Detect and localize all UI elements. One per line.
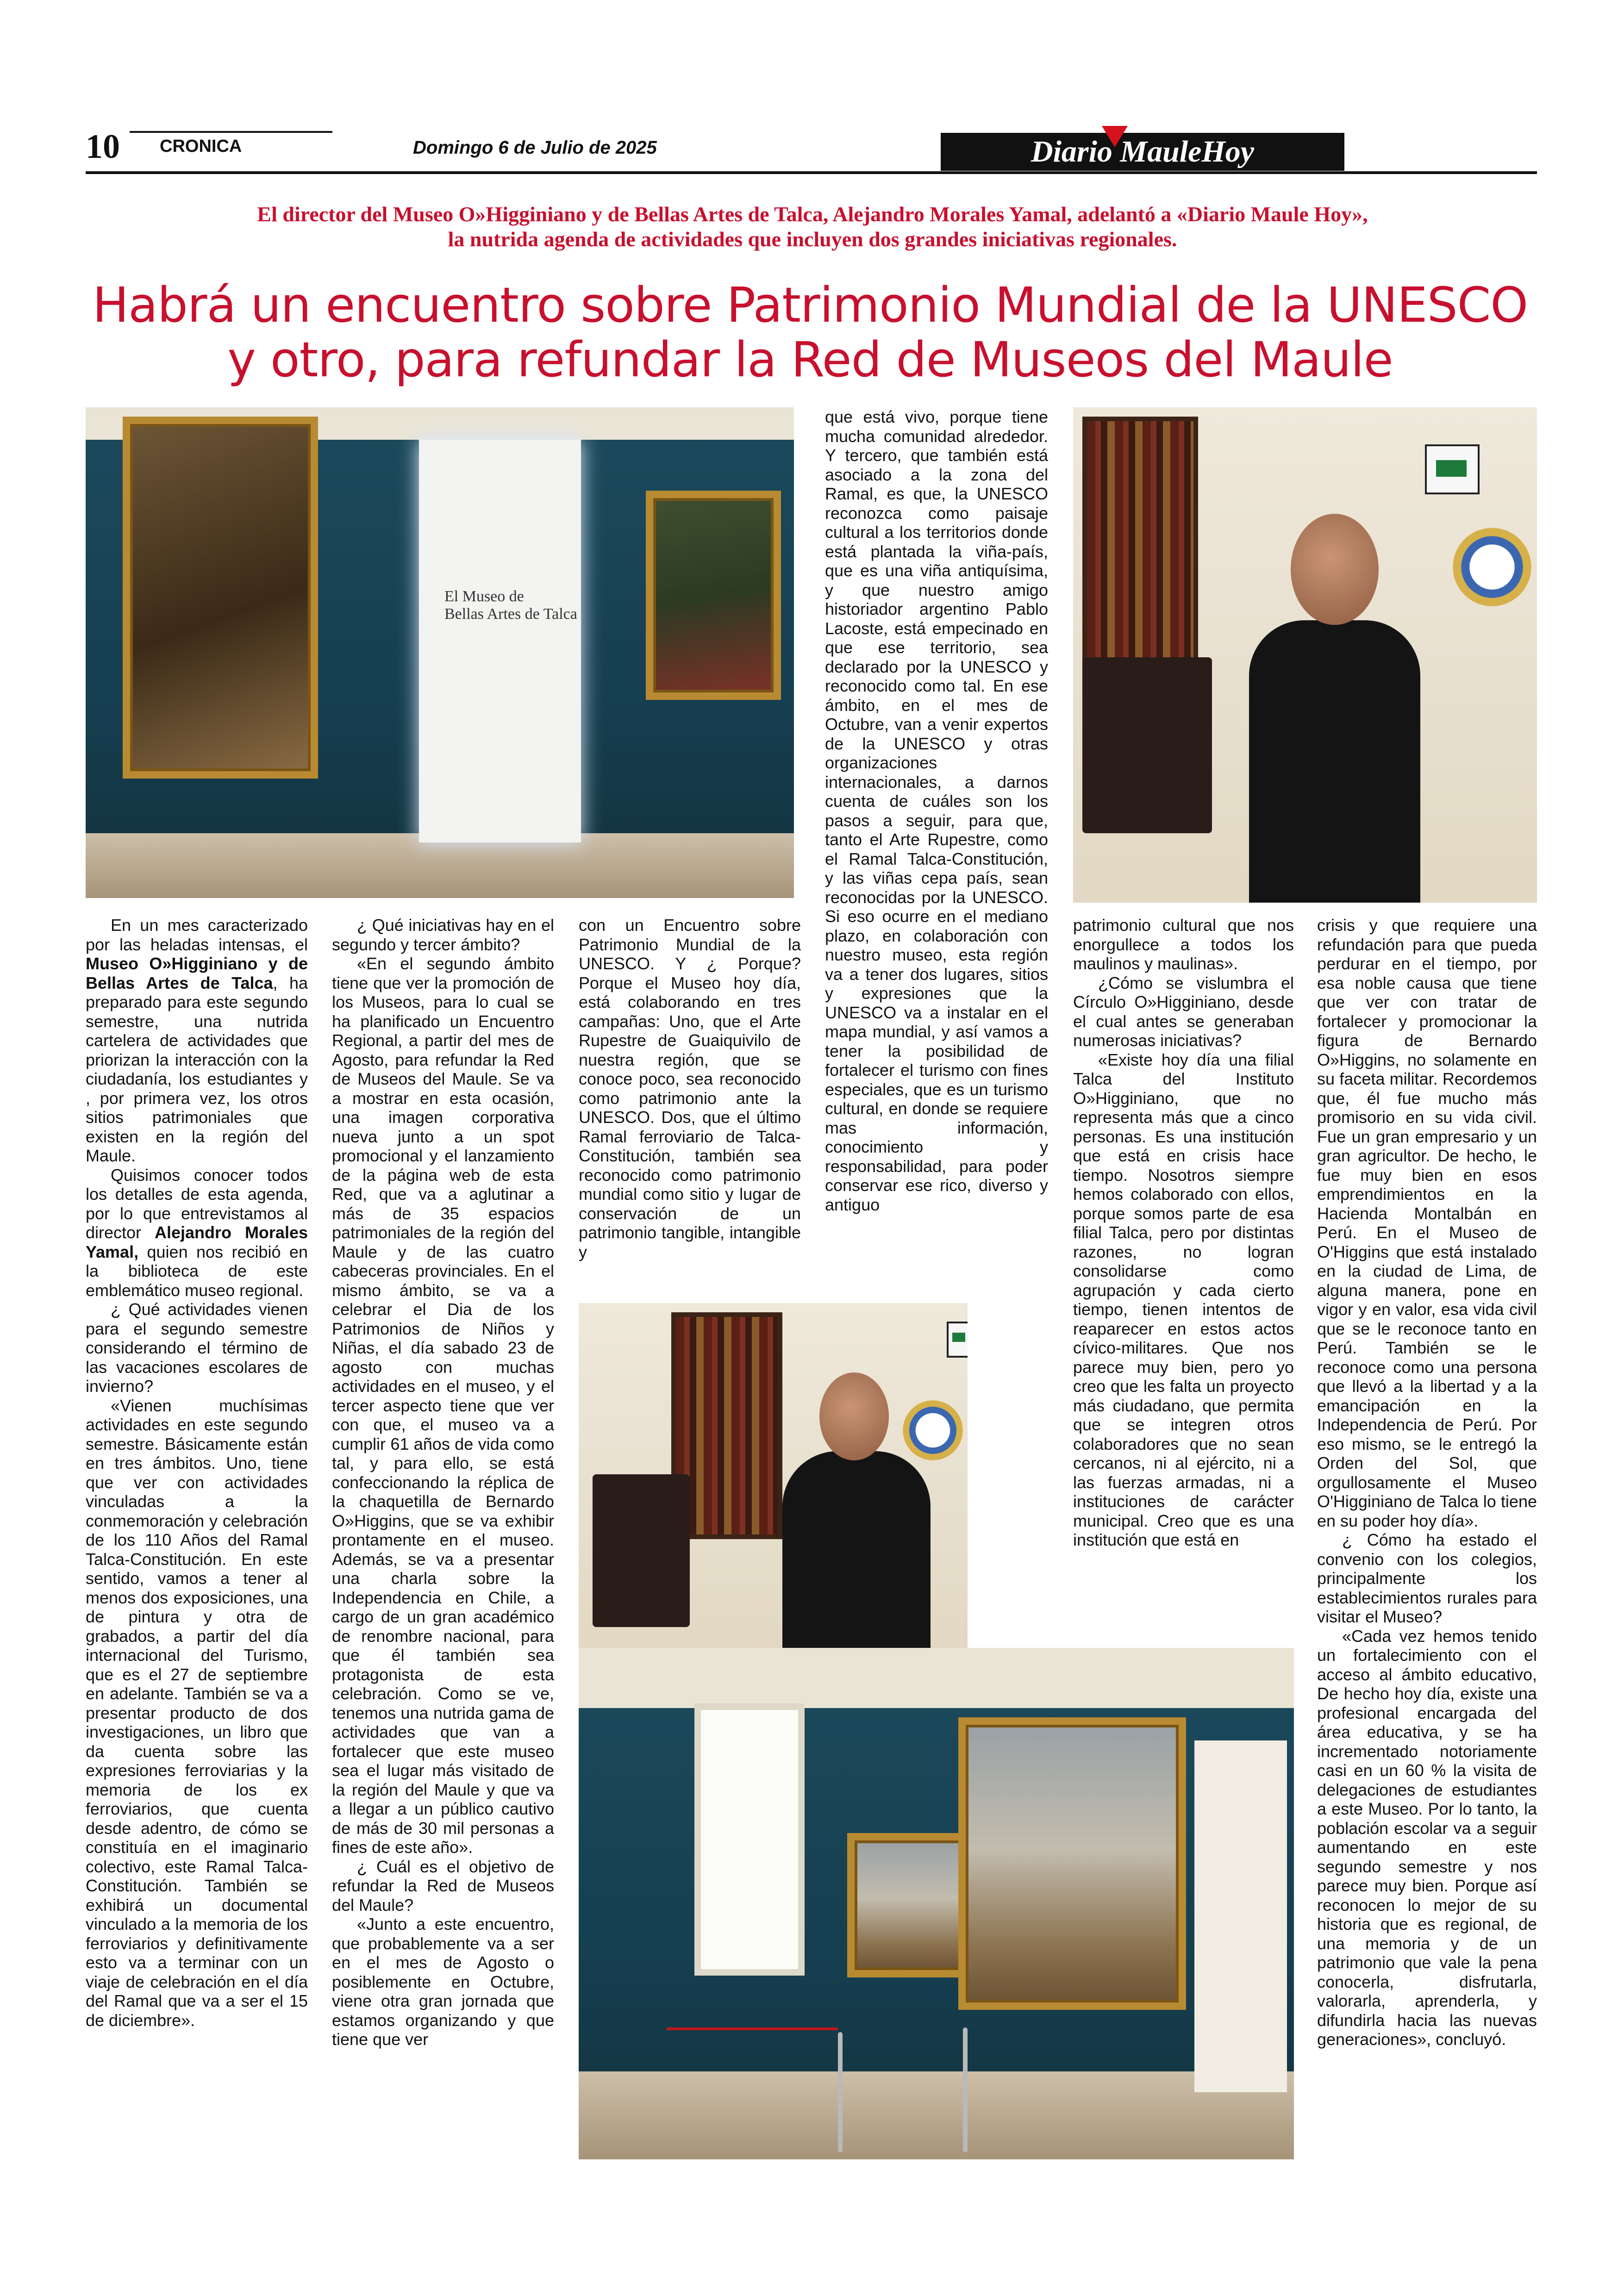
photo-ceiling [579, 1648, 1294, 1708]
photo-gallery-room [579, 1648, 1294, 2159]
paragraph: patrimonio cultural que nos enorgullece a todos los maulinos y maulinas». [1073, 916, 1294, 973]
decorative-plate [1453, 528, 1531, 606]
logo-accent-mark [1102, 126, 1128, 147]
article-headline [69, 278, 1551, 387]
director-name: Alejandro Morales Yamal, [86, 1223, 308, 1261]
question: ¿Cómo se vislumbra el Círculo O»Higginiano, desde el cual antes se generaban numerosas iniciativas? [1073, 973, 1294, 1050]
masthead-top-rule [130, 131, 332, 133]
stanchion [838, 2032, 843, 2152]
section-label: CRONICA [160, 137, 242, 156]
chair [593, 1474, 690, 1627]
paragraph [86, 1166, 308, 1300]
answer: «Cada vez hemos tenido un fortalecimiento con el acceso al ámbito educativo, De hecho hoy día, existe una profesional encargada del área educativa, y se ha incrementado notoriamente casi en un 60 % la visita de delegaciones de estudiantes a este Museo. Por lo tanto, la población escolar va a seguir aumentando en este segundo semestre y nos parece muy bien. Porque así reconocen lo mejor de su historia que es regional, de una memoria y de un patrimonio que vale la pena conocerla, disfrutarla, valorarla, aprenderla, y difundirla hacia las nuevas generaciones», concluyó. [1317, 1626, 1537, 2049]
painting-large [958, 1717, 1186, 2010]
masthead-rule [86, 171, 1537, 174]
barrier-rope [667, 2027, 838, 2030]
painting-small [847, 1833, 973, 1977]
decorative-plate [903, 1400, 963, 1460]
question: ¿ Qué actividades vienen para el segundo semestre considerando el término de las vacaciones escolares de invierno? [86, 1300, 308, 1396]
stanchion [963, 2027, 968, 2152]
article-column-4 [1073, 916, 1294, 1550]
question: ¿ Cómo ha estado el convenio con los colegios, principalmente los establecimientos rurales para visitar el Museo? [1317, 1530, 1537, 1626]
director-face [819, 1372, 889, 1460]
photo-director-library [1073, 407, 1537, 903]
deck-line-1: El director del Museo O»Higginiano y de Bellas Artes de Talca, Alejandro Morales Yamal, adelantó a «Diario Maule Hoy», [257, 202, 1368, 226]
article-column-3-upper [825, 407, 1048, 1214]
exit-arrow [1436, 460, 1467, 477]
headline-line-2: y otro, para refundar la Red de Museos del Maule [227, 331, 1393, 388]
article-column-5 [1317, 916, 1537, 2049]
photo-gallery-paintings [86, 407, 794, 898]
answer: «Vienen muchísimas actividades en este segundo semestre. Básicamente están en tres ámbitos. Uno, tiene que ver con actividades vinculadas a la conmemoración y celebración de los 110 Años del Ramal Talca-Constitución. En este sentido, vamos a tener al menos dos exposiciones, una de pintura y otra de grabados, a partir del día internacional del Turismo, que es el 27 de septiembre en adelante. También se va a presentar producto de dos investigaciones, un libro que da cuenta sobre las expresiones ferroviarias y la memoria de los ex ferroviarios, que cuenta desde adentro, de cómo se constituía en el imaginario colectivo, este Ramal Talca- Constitución. También se exhibirá un documental vinculado a la memoria de los ferroviarios y definitivamente esto va a terminar con un viaje de celebración en el día del Ramal que va a ser el 15 de diciembre». [86, 1396, 308, 2030]
panel-title-line-2: Bellas Artes de Talca [444, 605, 577, 623]
bookshelf [1082, 417, 1198, 685]
window [694, 1703, 805, 1976]
paragraph: con un Encuentro sobre Patrimonio Mundial de la UNESCO. Y ¿ Porque? Porque el Museo hoy día, está colaborando en tres campañas: Uno, que el Arte Rupestre de Guaiquivilo de nuestra región, que se conoce poco, sea reconocido como patrimonio ante la UNESCO. Dos, que el último Ramal ferroviario de Talca-Constitución, también sea reconocido como patrimonio mundial como sitio y lugar de conservación de un patrimonio tangible, intangible y [579, 916, 801, 1261]
panel-title-line-1: El Museo de [444, 588, 524, 605]
painting-right [646, 491, 781, 700]
page-number: 10 [86, 128, 120, 166]
question: ¿ Qué iniciativas hay en el segundo y tercer ámbito? [332, 916, 554, 954]
paragraph [86, 916, 308, 1166]
answer: «En el segundo ámbito tiene que ver la promoción de los Museos, para lo cual se ha planificado un Encuentro Regional, a partir del mes de Agosto, para refundar la Red de Museos del Maule. Se va a mostrar en esta ocasión, una imagen corporativa nueva junto a un spot promocional y el lanzamiento de la página web de esta Red, que va a aglutinar a más de 35 espacios patrimoniales de la región del Maule y de las cuatro cabeceras provinciales. En el mismo ámbito, se va a celebrar el Dia de los Patrimonios de Niños y Niñas, el día sabado 23 de agosto con muchas actividades en el museo, y el tercer aspecto tiene que ver con que, el museo va a cumplir 61 años de vida como tal, y para ello, se está confeccionando la réplica de la chaquetilla de Bernardo O»Higgins, que se va exhibir prontamente en el museo. Además, se va a presentar una charla sobre la Independencia en Chile, a cargo de un gran académico de renombre nacional, para que él también sea protagonista de esta celebración. Como se ve, tenemos una nutrida gama de actividades que van a fortalecer que este museo sea el lugar más visitado de la región del Maule y que va a llegar a un público cautivo de más de 30 mil personas a fines de este año». [332, 954, 554, 1857]
paragraph: crisis y que requiere una refundación para que pueda perdurar en el tiempo, por esa noble causa que tiene que ver con tratar de fortalecer y promocionar la figura de Bernardo O»Higgins, no solamente en su faceta militar. Recordemos que, él fue mucho más promisorio en su vida civil. Fue un gran empresario y un gran agricultor. De hecho, le fue muy bien en esos emprendimientos en la Hacienda Montalbán en Perú. En el Museo de O'Higgins que está instalado en la ciudad de Lima, de alguna manera, pone en vigor y en valor, esa vida civil que se le reconoce tanto en Perú. También se le reconoce como una persona que llevó a la libertad y a la emancipación en la Independencia de Perú. Por eso mismo, se le entregó la Orden del Sol, que orgullosamente el Museo O'Higginiano de Talca lo tiene en su poder hoy día». [1317, 916, 1537, 1530]
article-column-3-lower [579, 916, 801, 1261]
exhibit-text-panel [419, 440, 581, 842]
text-run: , ha preparado para este segundo semestre, una nutrida cartelera de actividades que priorizan la interacción con la ciudadanía, los estudiantes y , por primera vez, los otros sitios patrimoniales que existen en la región del Maule. [86, 973, 308, 1165]
exit-arrow [952, 1333, 965, 1342]
director-figure [1249, 620, 1420, 903]
answer: «Junto a este encuentro, que probablemente va a ser en el mes de Agosto o posiblemente en Octubre, viene otra gran jornada que estamos organizando y que tiene que ver [332, 1915, 554, 2049]
question: ¿ Cuál es el objetivo de refundar la Red de Museos del Maule? [332, 1857, 554, 1915]
photo-floor [579, 2071, 1294, 2159]
doorway [1194, 1740, 1287, 2092]
article-column-2 [332, 916, 554, 2049]
photo-floor [86, 833, 794, 898]
deck-line-2: la nutrida agenda de actividades que incluyen dos grandes iniciativas regionales. [448, 227, 1177, 251]
director-face [1291, 514, 1379, 625]
article-deck [106, 202, 1518, 252]
headline-line-1: Habrá un encuentro sobre Patrimonio Mundial de la UNESCO [92, 277, 1528, 333]
issue-date: Domingo 6 de Julio de 2025 [413, 137, 657, 158]
text-run: quien nos recibió en la biblioteca de este emblemático museo regional. [86, 1242, 308, 1300]
exit-sign [947, 1322, 968, 1358]
photo-director-library-2 [579, 1303, 968, 1648]
paragraph: que está vivo, porque tiene mucha comunidad alrededor. Y tercero, que también está asociado a la zona del Ramal, es que, la UNESCO reconozca como paisaje cultural a los territorios donde está plantada la viña-país, que es una viña antiquísima, y que nuestro amigo historiador argentino Pablo Lacoste, está empecinado en que ese territorio, sea declarado por la UNESCO y reconocido como tal. En ese ámbito, en el mes de Octubre, van a venir expertos de la UNESCO y otras organizaciones internacionales, a darnos cuenta de cuáles son los pasos a seguir, para que, tanto el Arte Rupestre, como el Ramal Talca-Constitución, y las viñas cepa país, sean reconocidas por la UNESCO. Si eso ocurre en el mediano plazo, en colaboración con nuestro museo, esta región va a tener dos lugares, sitios y expresiones que la UNESCO va a instalar en el mapa mundial, y así vamos a tener la posibilidad de fortalecer el turismo con fines especiales, que es un turismo cultural, en donde se requiere mas información, conocimiento y responsabilidad, para poder conservar ese rico, diverso y antiguo [825, 407, 1048, 1214]
answer: «Existe hoy día una filial Talca del Instituto O»Higginiano, que no representa más que a cinco personas. Es una institución que está en crisis hace tiempo. Nosotros siempre hemos colaborado con ellos, porque somos parte de esa filial Talca, pero por distintas razones, no logran consolidarse como agrupación y cada cierto tiempo, tienen intentos de reaparecer en estos actos cívico-militares. Que nos parece muy bien, pero yo creo que les falta un proyecto más ciudadano, que permita que se integren otros colaboradores que no sean cercanos, ni al ejército, ni a las fuerzas armadas, ni a instituciones de carácter municipal. Creo que es una institución que está en [1073, 1050, 1294, 1549]
exit-sign [1425, 444, 1480, 494]
painting-left [123, 417, 318, 779]
museum-name: Museo O»Higginiano y de Bellas Artes de Talca [86, 954, 308, 992]
text-run: Quisimos conocer todos los detalles de esta agenda, por lo que entrevistamos al director [86, 1165, 308, 1242]
newspaper-logo: Diario MauleHoy [941, 133, 1344, 171]
article-column-1 [86, 916, 308, 2030]
text-run: En un mes caracterizado por las heladas intensas, el [86, 916, 308, 954]
chair [1082, 657, 1212, 833]
director-figure [782, 1451, 931, 1648]
